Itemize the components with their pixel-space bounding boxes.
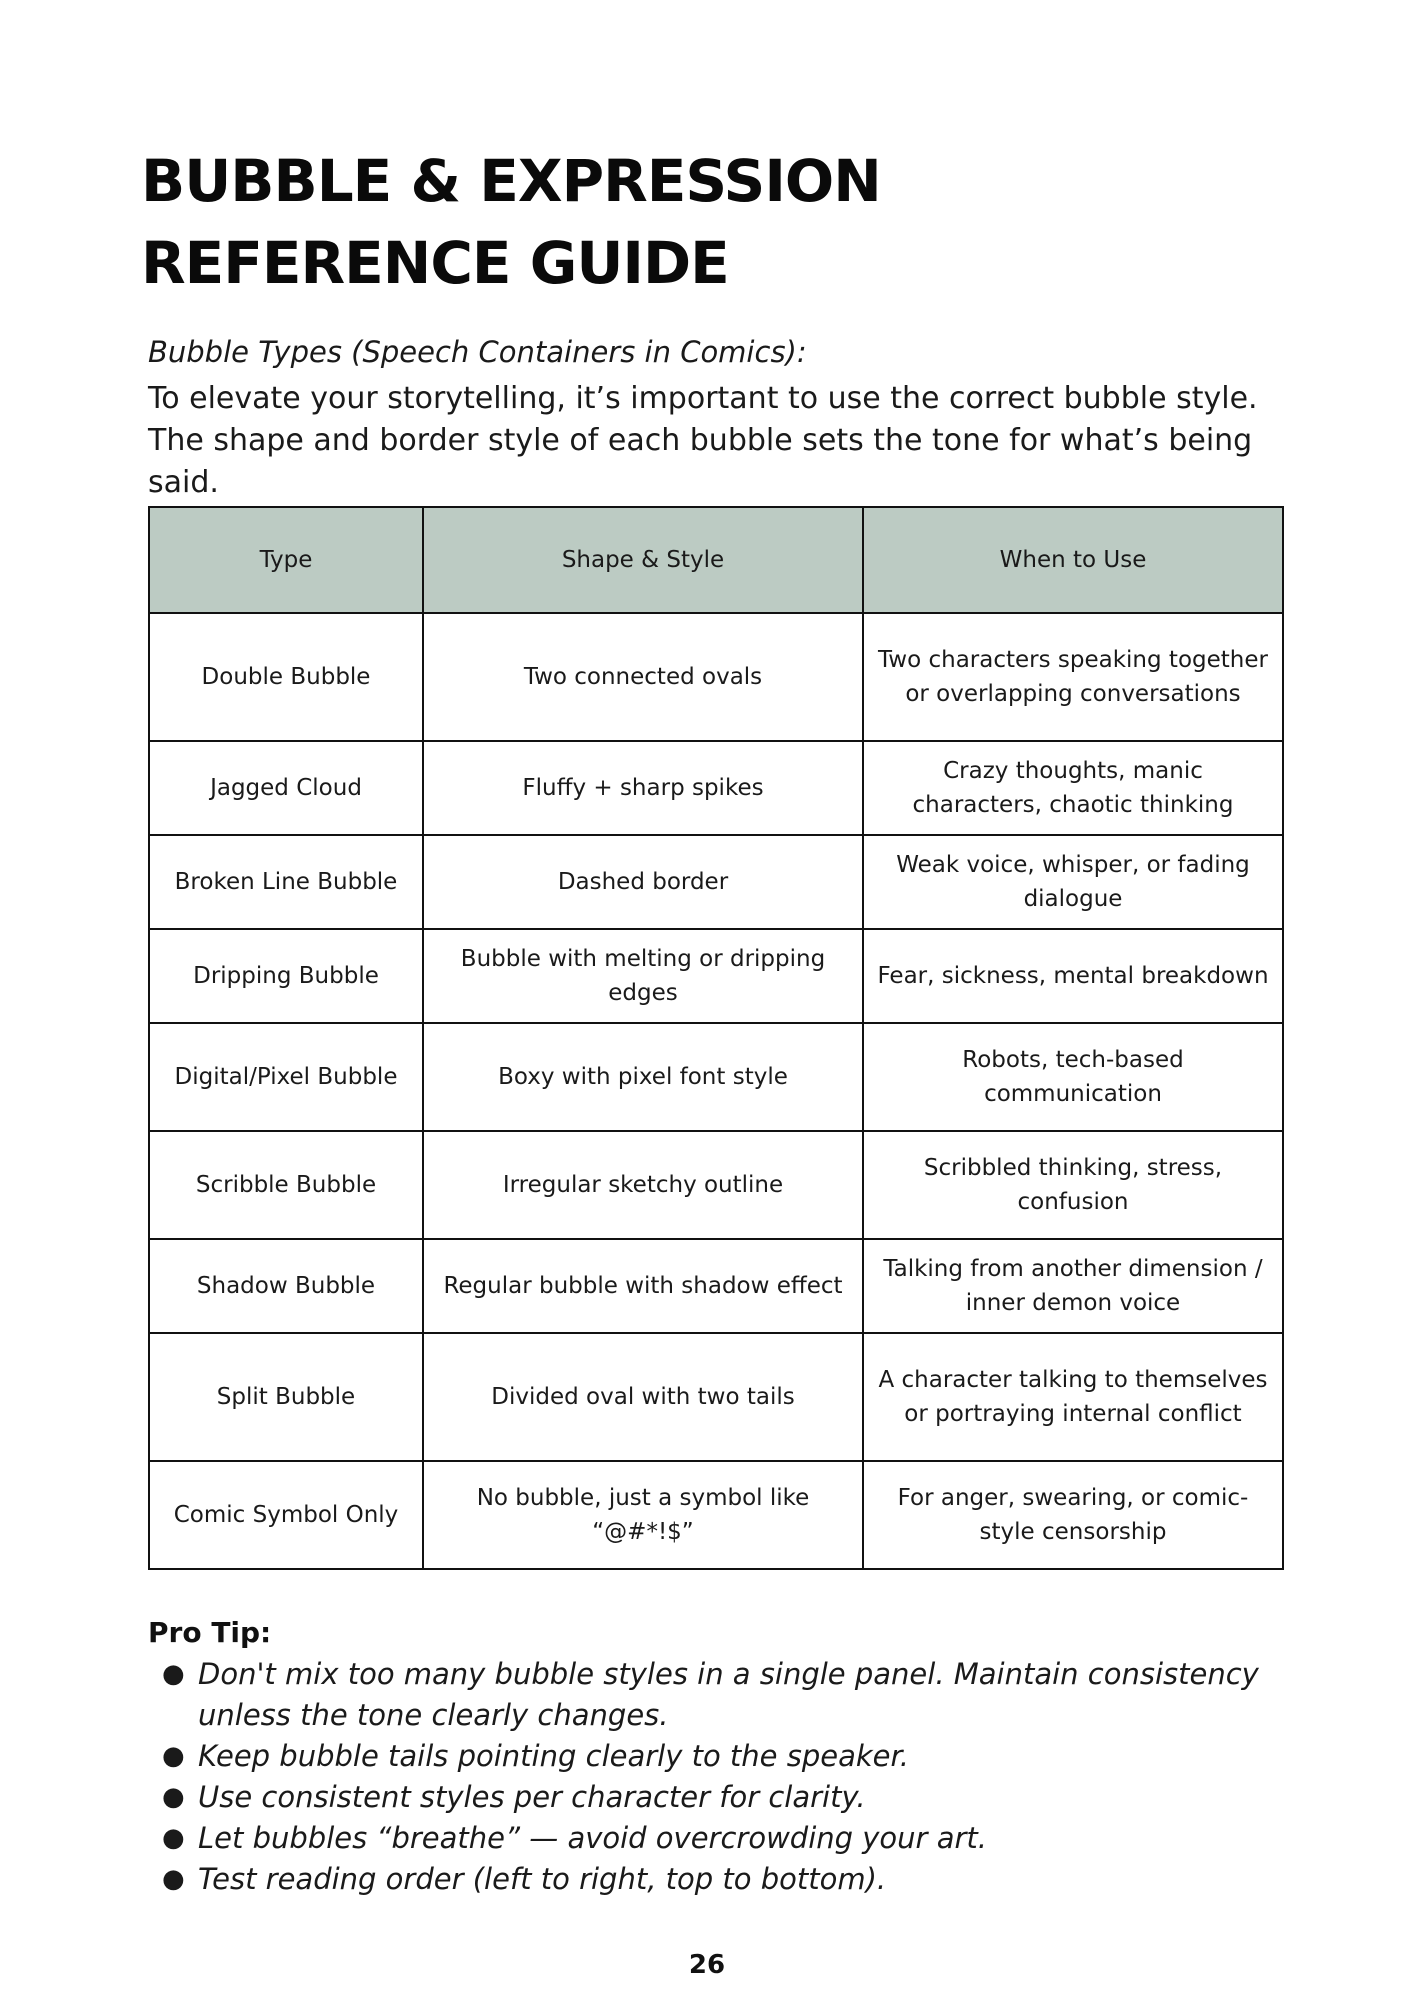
cell-when-to-use: Talking from another dimension / inner demon voice bbox=[863, 1239, 1283, 1333]
page-number: 26 bbox=[688, 1950, 726, 1980]
table-row bbox=[149, 1333, 1283, 1461]
cell-shape-style: Boxy with pixel font style bbox=[423, 1023, 863, 1131]
cell-shape-style: Irregular sketchy outline bbox=[423, 1131, 863, 1239]
pro-tip-heading: Pro Tip: bbox=[148, 1616, 272, 1649]
cell-type: Broken Line Bubble bbox=[149, 835, 423, 929]
cell-shape-style: Fluffy + sharp spikes bbox=[423, 741, 863, 835]
pro-tip-list bbox=[148, 1654, 1298, 1900]
list-item bbox=[148, 1654, 1298, 1736]
cell-shape-style: Regular bubble with shadow effect bbox=[423, 1239, 863, 1333]
cell-type: Double Bubble bbox=[149, 613, 423, 741]
table-row bbox=[149, 929, 1283, 1023]
cell-when-to-use: Weak voice, whisper, or fading dialogue bbox=[863, 835, 1283, 929]
tip-text: Test reading order (left to right, top to bottom). bbox=[198, 1862, 887, 1896]
cell-shape-style: Two connected ovals bbox=[423, 613, 863, 741]
tip-text: Don't mix too many bubble styles in a single panel. Maintain consistency unless the tone clearly changes. bbox=[198, 1657, 1259, 1732]
cell-type: Split Bubble bbox=[149, 1333, 423, 1461]
cell-when-to-use: Two characters speaking together or overlapping conversations bbox=[863, 613, 1283, 741]
table-row bbox=[149, 1131, 1283, 1239]
bullet-icon: ● bbox=[162, 1864, 185, 1894]
bullet-icon: ● bbox=[162, 1782, 185, 1812]
header-type: Type bbox=[149, 507, 423, 613]
bullet-icon: ● bbox=[162, 1659, 185, 1689]
table-header-row bbox=[149, 507, 1283, 613]
cell-shape-style: No bubble, just a symbol like “@#*!$” bbox=[423, 1461, 863, 1569]
cell-type: Jagged Cloud bbox=[149, 741, 423, 835]
table-row bbox=[149, 613, 1283, 741]
list-item bbox=[148, 1736, 1298, 1777]
intro-line-1: To elevate your storytelling, it’s important to use the correct bubble style. bbox=[148, 381, 1258, 416]
cell-type: Dripping Bubble bbox=[149, 929, 423, 1023]
cell-when-to-use: A character talking to themselves or portraying internal conflict bbox=[863, 1333, 1283, 1461]
list-item bbox=[148, 1777, 1298, 1818]
list-item bbox=[148, 1859, 1298, 1900]
table-row bbox=[149, 1461, 1283, 1569]
table-row bbox=[149, 1023, 1283, 1131]
tip-text: Use consistent styles per character for clarity. bbox=[198, 1780, 866, 1814]
section-subtitle: Bubble Types (Speech Containers in Comics): bbox=[148, 335, 807, 369]
cell-when-to-use: Scribbled thinking, stress, confusion bbox=[863, 1131, 1283, 1239]
page-title-line-2: REFERENCE GUIDE bbox=[141, 229, 729, 297]
cell-shape-style: Divided oval with two tails bbox=[423, 1333, 863, 1461]
page-title-line-1: BUBBLE & EXPRESSION bbox=[141, 147, 881, 215]
cell-type: Digital/Pixel Bubble bbox=[149, 1023, 423, 1131]
table-row bbox=[149, 1239, 1283, 1333]
cell-type: Comic Symbol Only bbox=[149, 1461, 423, 1569]
page-title bbox=[141, 140, 881, 304]
cell-type: Shadow Bubble bbox=[149, 1239, 423, 1333]
cell-when-to-use: Crazy thoughts, manic characters, chaotic thinking bbox=[863, 741, 1283, 835]
cell-shape-style: Dashed border bbox=[423, 835, 863, 929]
cell-shape-style: Bubble with melting or dripping edges bbox=[423, 929, 863, 1023]
header-shape-style: Shape & Style bbox=[423, 507, 863, 613]
bullet-icon: ● bbox=[162, 1741, 185, 1771]
list-item bbox=[148, 1818, 1298, 1859]
cell-type: Scribble Bubble bbox=[149, 1131, 423, 1239]
table-row bbox=[149, 835, 1283, 929]
tip-text: Let bubbles “breathe” — avoid overcrowding your art. bbox=[198, 1821, 987, 1855]
cell-when-to-use: For anger, swearing, or comic-style censorship bbox=[863, 1461, 1283, 1569]
bubble-reference-table bbox=[148, 506, 1284, 1570]
tip-text: Keep bubble tails pointing clearly to the speaker. bbox=[198, 1739, 909, 1773]
table-row bbox=[149, 741, 1283, 835]
cell-when-to-use: Fear, sickness, mental breakdown bbox=[863, 929, 1283, 1023]
intro-paragraph bbox=[148, 378, 1328, 504]
bullet-icon: ● bbox=[162, 1823, 185, 1853]
header-when-to-use: When to Use bbox=[863, 507, 1283, 613]
intro-line-2: The shape and border style of each bubble sets the tone for what’s being said. bbox=[148, 423, 1253, 500]
cell-when-to-use: Robots, tech-based communication bbox=[863, 1023, 1283, 1131]
